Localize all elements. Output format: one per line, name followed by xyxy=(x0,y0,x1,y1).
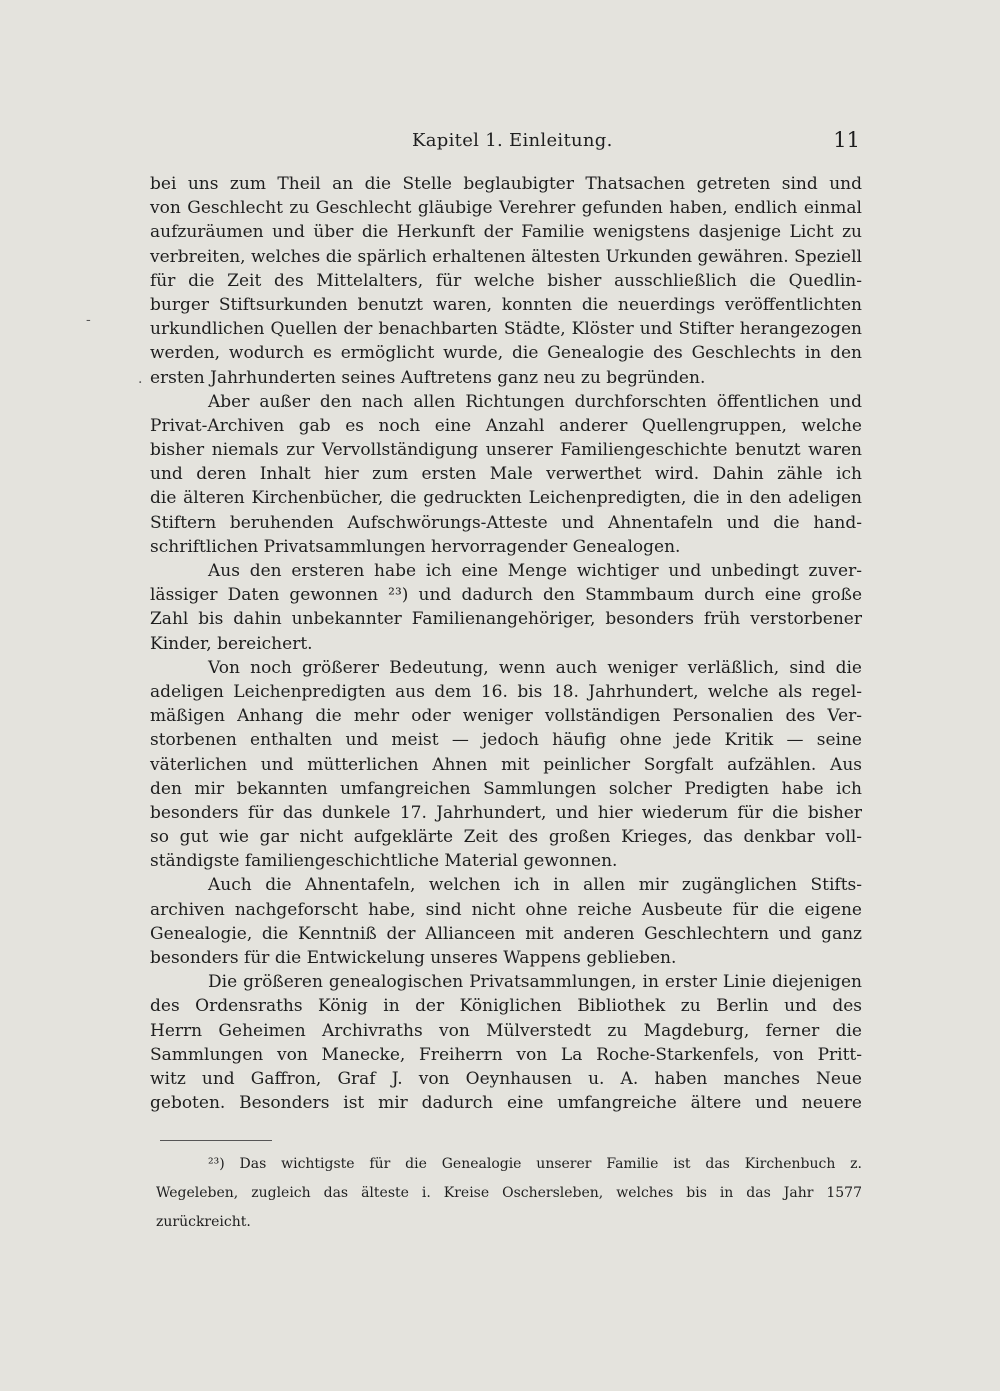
footnote-reference-line: lässiger Daten gewonnen ²³) und dadurch den Stammbaum durch eine große xyxy=(150,585,862,606)
paragraph-start-line: Die größeren genealogischen Privatsammlungen, in erster Linie diejenigen xyxy=(208,972,862,993)
body-text xyxy=(150,172,862,1115)
text-line: besonders für das dunkele 17. Jahrhundert, und hier wiederum für die bisher xyxy=(150,802,862,823)
text-line: geboten. Besonders ist mir dadurch eine umfangreiche ältere und neuere xyxy=(150,1093,862,1114)
text-line: den mir bekannten umfangreichen Sammlungen solcher Predigten habe ich xyxy=(150,778,862,799)
text-line: burger Stiftsurkunden benutzt waren, konnten die neuerdings veröffentlichten xyxy=(150,294,862,315)
page-header xyxy=(150,128,860,158)
text-line: von Geschlecht zu Geschlecht gläubige Verehrer gefunden haben, endlich einmal xyxy=(150,198,862,219)
footnote-line: Wegeleben, zugleich das älteste i. Kreise Oschersleben, welches bis in das Jahr 1577 xyxy=(156,1185,862,1201)
paragraph-end-line: ersten Jahrhunderten seines Auftretens ganz neu zu begründen. xyxy=(150,367,706,388)
text-line: aufzuräumen und über die Herkunft der Familie wenigstens dasjenige Licht zu xyxy=(150,222,862,243)
text-line: väterlichen und mütterlichen Ahnen mit peinlicher Sorgfalt aufzählen. Aus xyxy=(150,754,862,775)
text-line: Sammlungen von Manecke, Freiherrn von La Roche-Starkenfels, von Pritt- xyxy=(150,1044,862,1065)
text-line: adeligen Leichenpredigten aus dem 16. bis 18. Jahrhundert, welche als regel- xyxy=(150,681,862,702)
text-line: Zahl bis dahin unbekannter Familienangehöriger, besonders früh verstorbener xyxy=(150,609,862,630)
paragraph-start-line: Auch die Ahnentafeln, welchen ich in allen mir zugänglichen Stifts- xyxy=(208,875,862,896)
text-line: Stiftern beruhenden Aufschwörungs-Atteste und Ahnentafeln und die hand- xyxy=(150,512,862,533)
margin-dot: · xyxy=(138,375,143,391)
paragraph-end-line: ständigste familiengeschichtliche Material gewonnen. xyxy=(150,851,618,872)
paragraph-end-line: Kinder, bereichert. xyxy=(150,633,313,654)
page-number: 11 xyxy=(833,128,860,152)
footnote-line: ²³) Das wichtigste für die Genealogie unserer Familie ist das Kirchenbuch z. xyxy=(208,1156,862,1172)
text-line: für die Zeit des Mittelalters, für welche bisher ausschließlich die Quedlin- xyxy=(150,270,862,291)
text-line: bei uns zum Theil an die Stelle beglaubigter Thatsachen getreten sind und xyxy=(150,174,862,194)
footnote-line: zurückreicht. xyxy=(156,1214,251,1230)
text-line: Privat-Archiven gab es noch eine Anzahl anderer Quellengruppen, welche xyxy=(150,415,862,436)
text-line: und deren Inhalt hier zum ersten Male verwerthet wird. Dahin zähle ich xyxy=(150,464,862,485)
footnote-divider xyxy=(160,1140,272,1141)
text-line: verbreiten, welches die spärlich erhaltenen ältesten Urkunden gewähren. Speziell xyxy=(150,246,862,267)
margin-dash: - xyxy=(86,312,91,328)
text-line: bisher niemals zur Vervollständigung unserer Familiengeschichte benutzt waren xyxy=(150,440,862,461)
text-line: archiven nachgeforscht habe, sind nicht ohne reiche Ausbeute für die eigene xyxy=(150,899,862,920)
paragraph-start-line: Von noch größerer Bedeutung, wenn auch weniger verläßlich, sind die xyxy=(208,657,862,678)
paragraph-start-line: Aus den ersteren habe ich eine Menge wichtiger und unbedingt zuver- xyxy=(208,561,862,581)
text-line: werden, wodurch es ermöglicht wurde, die Genealogie des Geschlechts in den xyxy=(150,343,862,364)
text-line: witz und Gaffron, Graf J. von Oeynhausen u. A. haben manches Neue xyxy=(150,1068,862,1089)
text-line: so gut wie gar nicht aufgeklärte Zeit des großen Krieges, das denkbar voll- xyxy=(150,827,862,848)
text-line: Herrn Geheimen Archivraths von Mülverstedt zu Magdeburg, ferner die xyxy=(150,1020,862,1041)
text-line: storbenen enthalten und meist — jedoch häufig ohne jede Kritik — seine xyxy=(150,730,862,751)
paragraph-end-line: besonders für die Entwickelung unseres Wappens geblieben. xyxy=(150,948,677,968)
text-line: urkundlichen Quellen der benachbarten Städte, Klöster und Stifter herangezogen xyxy=(150,319,862,340)
paragraph-start-line: Aber außer den nach allen Richtungen durchforschten öffentlichen und xyxy=(208,391,862,412)
text-line: die älteren Kirchenbücher, die gedruckten Leichenpredigten, die in den adeligen xyxy=(150,488,862,509)
text-line: Genealogie, die Kenntniß der Allianceen mit anderen Geschlechtern und ganz xyxy=(150,923,862,944)
text-line: mäßigen Anhang die mehr oder weniger vollständigen Personalien des Ver- xyxy=(150,706,862,727)
running-title: Kapitel 1. Einleitung. xyxy=(412,130,613,151)
paragraph-end-line: schriftlichen Privatsammlungen hervorragender Genealogen. xyxy=(150,536,681,557)
text-line: des Ordensraths König in der Königlichen Bibliothek zu Berlin und des xyxy=(150,996,862,1017)
footnote xyxy=(156,1150,862,1237)
